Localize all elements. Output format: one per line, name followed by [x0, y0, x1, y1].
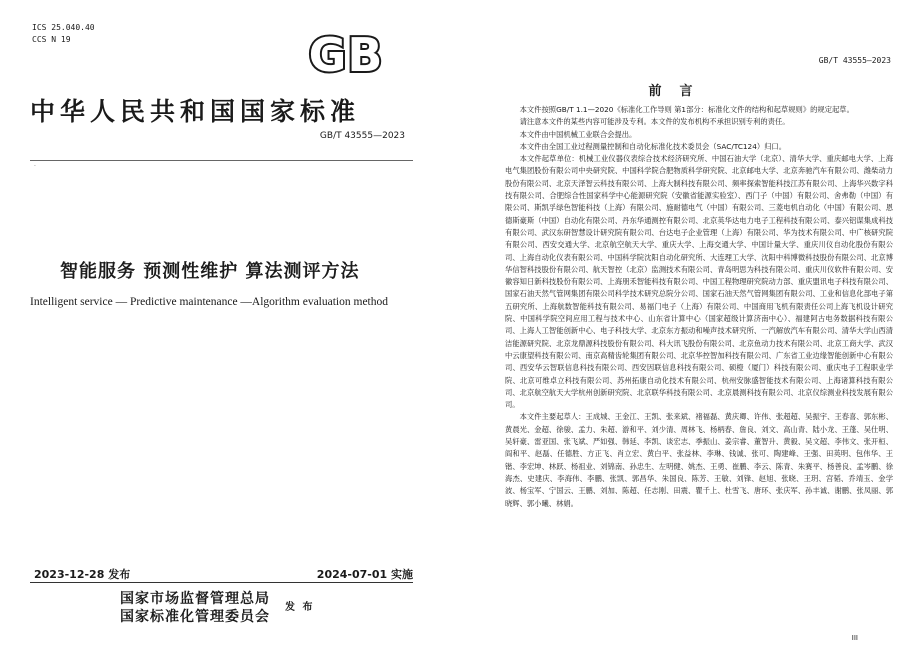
drafters-paragraph: 本文件主要起草人：王成城、王金江、王凯、张来斌、褚福磊、黄庆卿、许伟、张超超、吴振宇、王春喜、郭东彬、黄晨光、金超、徐骏、孟力、朱超、游和平、刘少清、周林飞、杨柄春、詹良、刘文、高山青、陆小龙、王蓬、吴仕明、吴轩豪、雷亚国、张飞斌、严如强、韩延、李凯、谈宏志、季振山、姜宗睿、董智升、黄毅、吴文超、李伟文、张开桓、阎和平、赵磊、任德胜、方正飞、肖立宏、黄白平、张益林、李琳、钱诚、张可、陶建峰、王强、田英明、包伟华、王锴、李宏坤、林跃、杨祖业、刘锦南、孙忠生、左明健、姚杰、王勇、崔鹏、李云、陈青、朱赛平、杨善良、孟岑鹏、徐海杰、史建庆、李海伟、李鹏、张凯、郭昌华、朱国良、陈芳、王敏、刘锋、赵旭、张晓、王玥、宫韬、乔靖玉、金学波、杨宝军、宁国云、王鹏、刘加、陈超、任志刚、田震、瞿千上、杜雪飞、唐环、张庆军、孙丰诚、谢鹏、张凤丽、郭晓辉、郭小曦、林娟。 [505, 412, 893, 508]
foreword-heading: 前言 [648, 84, 711, 99]
publish-label: 发 布 [285, 602, 315, 613]
gb-logo [298, 28, 394, 76]
bottom-divider [30, 582, 413, 583]
ccs-code: CCS N 19 [32, 35, 71, 44]
foreword-paragraph: 请注意本文件的某些内容可能涉及专利。本文件的发布机构不承担识别专利的责任。 [519, 117, 790, 127]
header-standard-code: GB/T 43555—2023 [818, 56, 891, 65]
gb-logo-text: GB [308, 28, 384, 76]
drafting-units-paragraph: 本文件起草单位：机械工业仪器仪表综合技术经济研究所、中国石油大学（北京）、清华大学、重庆邮电大学、上海电气集团股份有限公司中央研究院、中国科学院合肥物质科学研究院、北京邮电大学、北京奔驰汽车有限公司、潍柴动力股份有限公司、北京天泽智云科技有限公司、上海大制科技有限公司、频率探索智能科技江苏有限公司、上海华兴数字科技有限公司、合肥综合性国家科学中心能源研究院（安徽省能源实验室）、西门子（中国）有限公司、舍弗勒（中国）有限公司、斯凯孚绿色智能科技（上海）有限公司、施耐德电气（中国）有限公司、三菱电机自动化（中国）有限公司、恩德斯豪斯（中国）自动化有限公司、丹东华通测控有限公司、北京英华达电力电子工程科技有限公司、泰兴铝谋集成科技有限公司、武汉东研智慧设计研究院有限公司、台达电子企业管理（上海）有限公司、华为技术有限公司、中广核研究院有限公司、西安交通大学、北京航空航天大学、重庆大学、上海交通大学、中国计量大学、重庆川仪自动化股份有限公司、上海自动化仪表有限公司、中国科学院沈阳自动化研究所、大连理工大学、沈阳中科博微科技股份有限公司、北京博华信智科技股份有限公司、航天智控（北京）监测技术有限公司、青岛明思为科技有限公司、重庆川仪软件有限公司、安徽容知日新科技股份有限公司、上海朋禾智能科技有限公司、中国工程物理研究院动力部、重庆盟讯电子科技有限公司、国家石油天然气管网集团有限公司科学技术研究总院分公司、国家石油天然气管网集团有限公司、工业和信息化部电子第五研究所、上海航数智能科技有限公司、易福门电子（上海）有限公司、中国商用飞机有限责任公司上海飞机设计研究院、中国科学院空间应用工程与技术中心、山东省计算中心（国家超级计算济南中心）、福建阿古电务数据科技有限公司、上海人工智能创新中心、电子科技大学、北京东方振动和噪声技术研究所、一汽解放汽车有限公司、清华大学山西清洁能源研究院、北京龙鼎源科技股份有限公司、科大讯飞股份有限公司、北京鱼动力技术有限公司、北京工商大学、武汉中云康望科技有限公司、南京高精齿轮集团有限公司、北京华控智加科技有限公司、广东省工业边缘智能创新中心有限公司、西安华云智联信息科技有限公司、西安因联信息科技有限公司、硕橙（厦门）科技有限公司、重庆电子工程职业学院、北京可维卓立科技有限公司、苏州拓康自动化技术有限公司、杭州安脉盛智能技术有限公司、上海诸算科技有限公司、北京航空航天大学杭州创新研究院、北京联华科技有限公司、北京晨测科技有限公司、北京仪综测业科技发展有限公司。 [505, 154, 893, 410]
foreword-paragraph: 本文件按照GB/T 1.1—2020《标准化工作导则 第1部分：标准化文件的结构和起草规则》的规定起草。 [519, 105, 854, 114]
page-number: III [851, 634, 858, 642]
foreword-body [505, 104, 893, 510]
foreword-page [453, 0, 906, 656]
standard-title: 中华人民共和国国家标准 [30, 97, 361, 126]
small-mark: · [34, 163, 36, 170]
document-title-en: Intelligent service — Predictive maintenance —Algorithm evaluation method [30, 296, 388, 308]
classification-codes [32, 22, 95, 46]
standard-code: GB/T 43555—2023 [319, 131, 405, 141]
top-divider [30, 160, 413, 161]
issuer-sac: 国家标准化管理委员会 [120, 609, 270, 625]
document-title-cn: 智能服务 预测性维护 算法测评方法 [60, 261, 360, 282]
issue-date: 2023-12-28 发布 [34, 568, 131, 581]
foreword-paragraph: 本文件由中国机械工业联合会提出。 [519, 129, 637, 139]
foreword-paragraph: 本文件由全国工业过程测量控制和自动化标准化技术委员会（SAC/TC124）归口。 [519, 141, 787, 151]
implementation-date: 2024-07-01 实施 [316, 568, 413, 581]
ics-code: ICS 25.040.40 [32, 23, 95, 32]
issuer-samr: 国家市场监督管理总局 [120, 591, 270, 607]
